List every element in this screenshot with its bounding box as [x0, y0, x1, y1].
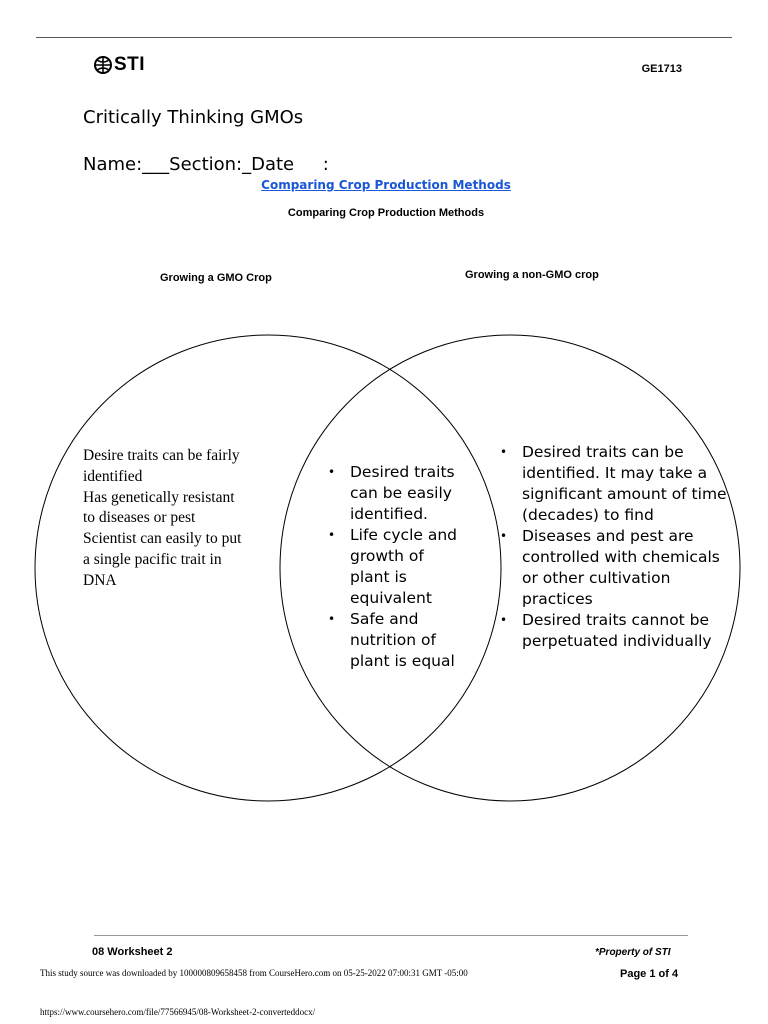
document-title: Critically Thinking GMOs: [83, 107, 304, 128]
footer-rule: [94, 935, 688, 936]
gmo-line: a single pacific trait in: [83, 550, 222, 568]
source-url[interactable]: https://www.coursehero.com/file/77566945/08-Worksheet-2-converteddocx/: [40, 1007, 316, 1017]
gmo-line: Scientist can easily to put: [83, 530, 242, 548]
non-gmo-item: • Desired traits can be identified. It may take a significant amount of time (decades) to find: [497, 442, 737, 526]
non-gmo-item: • Diseases and pest are controlled with chemicals or other cultivation practices: [497, 526, 737, 610]
gmo-line: DNA: [83, 571, 117, 589]
gmo-line: Has genetically resistant: [83, 488, 235, 506]
non-gmo-crop-heading: Growing a non-GMO crop: [465, 269, 599, 281]
property-note: *Property of STI: [595, 947, 671, 958]
name-section-date-line: Name:___Section:_Date :: [83, 154, 329, 175]
shared-traits-item: • Safe and nutrition of plant is equal: [325, 609, 465, 672]
course-code: GE1713: [641, 63, 682, 75]
shared-traits-list: [325, 462, 465, 672]
gmo-line: Desire traits can be fairly: [83, 447, 240, 464]
gmo-only-text: [83, 446, 273, 592]
non-gmo-only-list: [497, 442, 737, 652]
gmo-line: identified: [83, 467, 143, 485]
shared-traits-item: • Desired traits can be easily identified.: [325, 462, 465, 525]
comparing-methods-link[interactable]: Comparing Crop Production Methods: [261, 178, 511, 192]
worksheet-label: 08 Worksheet 2: [92, 946, 173, 958]
download-note: This study source was downloaded by 100000809658458 from CourseHero.com on 05-25-2022 07:00:31 GMT -05:00: [40, 968, 468, 978]
page-number: Page 1 of 4: [620, 968, 679, 980]
venn-subtitle: Comparing Crop Production Methods: [287, 207, 485, 219]
gmo-crop-heading: Growing a GMO Crop: [160, 272, 272, 284]
gmo-line: to diseases or pest: [83, 509, 196, 527]
non-gmo-item: • Desired traits cannot be perpetuated individually: [497, 610, 737, 652]
shared-traits-item: • Life cycle and growth of plant is equivalent: [325, 525, 465, 609]
logo-text: STI: [114, 54, 146, 75]
